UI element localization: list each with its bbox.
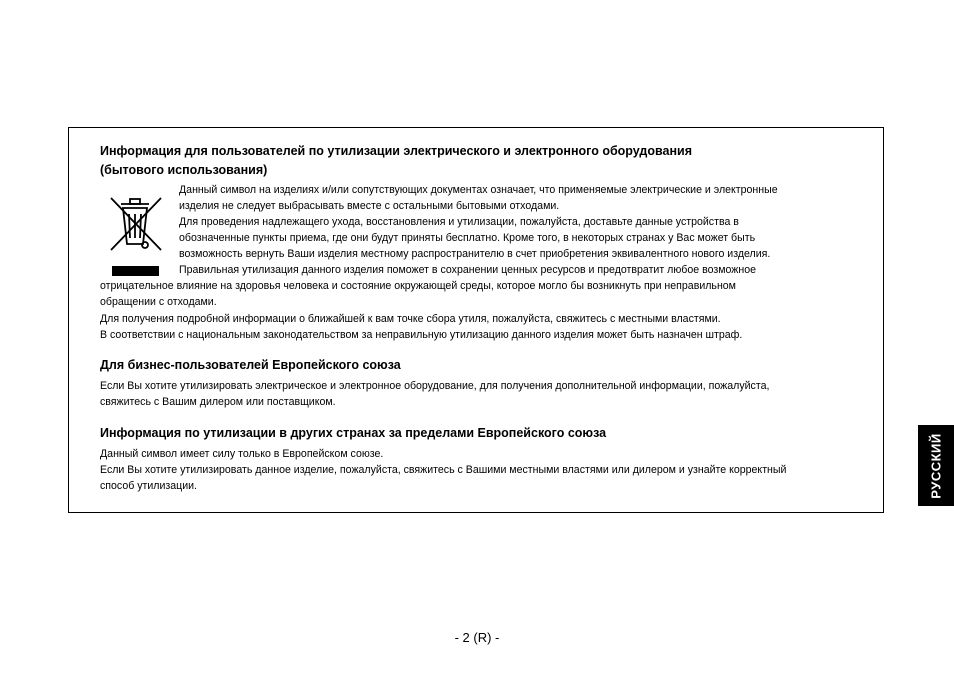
- section1-line: Для проведения надлежащего ухода, восстановления и утилизации, пожалуйста, доставьте данные устройства в: [179, 216, 739, 228]
- section1-line: Данный символ на изделиях и/или сопутствующих документах означает, что применяемые электрические и электронные: [179, 184, 778, 196]
- section3-line: Данный символ имеет силу только в Европейском союзе.: [100, 448, 384, 460]
- section2-line: Если Вы хотите утилизировать электрическое и электронное оборудование, для получения дополнительной информации, пожалуйста,: [100, 380, 770, 392]
- section1-title-line2: (бытового использования): [100, 163, 268, 177]
- section1-title-line1: Информация для пользователей по утилизации электрического и электронного оборудования: [100, 144, 692, 158]
- section1-line: В соответствии с национальным законодательством за неправильную утилизацию данного изделия может быть назначен штраф.: [100, 329, 743, 341]
- crossed-out-wheelie-bin-icon: [107, 190, 165, 276]
- section2-line: свяжитесь с Вашим дилером или поставщиком.: [100, 396, 336, 408]
- section3-line: Если Вы хотите утилизировать данное изделие, пожалуйста, свяжитесь с Вашими местными властями или дилером и узнайте корректный: [100, 464, 787, 476]
- section1-line: обозначенные пункты приема, где они будут приняты бесплатно. Кроме того, в некоторых странах у Вас может быть: [179, 232, 756, 244]
- section1-line: Правильная утилизация данного изделия поможет в сохранении ценных ресурсов и предотвратит любое возможное: [179, 264, 756, 276]
- language-tab: [918, 425, 954, 506]
- section1-line: возможность вернуть Ваши изделия местному распространителю в счет приобретения эквивалентного нового изделия.: [179, 248, 771, 260]
- weee-bar: [112, 266, 159, 276]
- section1-line: обращении с отходами.: [100, 296, 217, 308]
- section1-line: Для получения подробной информации о ближайшей к вам точке сбора утиля, пожалуйста, свяжитесь с местными властями.: [100, 313, 721, 325]
- section2-title: Для бизнес-пользователей Европейского союза: [100, 358, 401, 372]
- page-number: - 2 (R) -: [454, 630, 500, 645]
- section3-title: Информация по утилизации в других странах за пределами Европейского союза: [100, 426, 607, 440]
- section1-line: отрицательное влияние на здоровья человека и состояние окружающей среды, которое могло бы возникнуть при неправильном: [100, 280, 736, 292]
- section1-line: изделия не следует выбрасывать вместе с остальными бытовыми отходами.: [179, 200, 560, 212]
- section3-line: способ утилизации.: [100, 480, 198, 492]
- language-tab-label: РУССКИЙ: [928, 432, 944, 499]
- disposal-info-box: [68, 127, 884, 513]
